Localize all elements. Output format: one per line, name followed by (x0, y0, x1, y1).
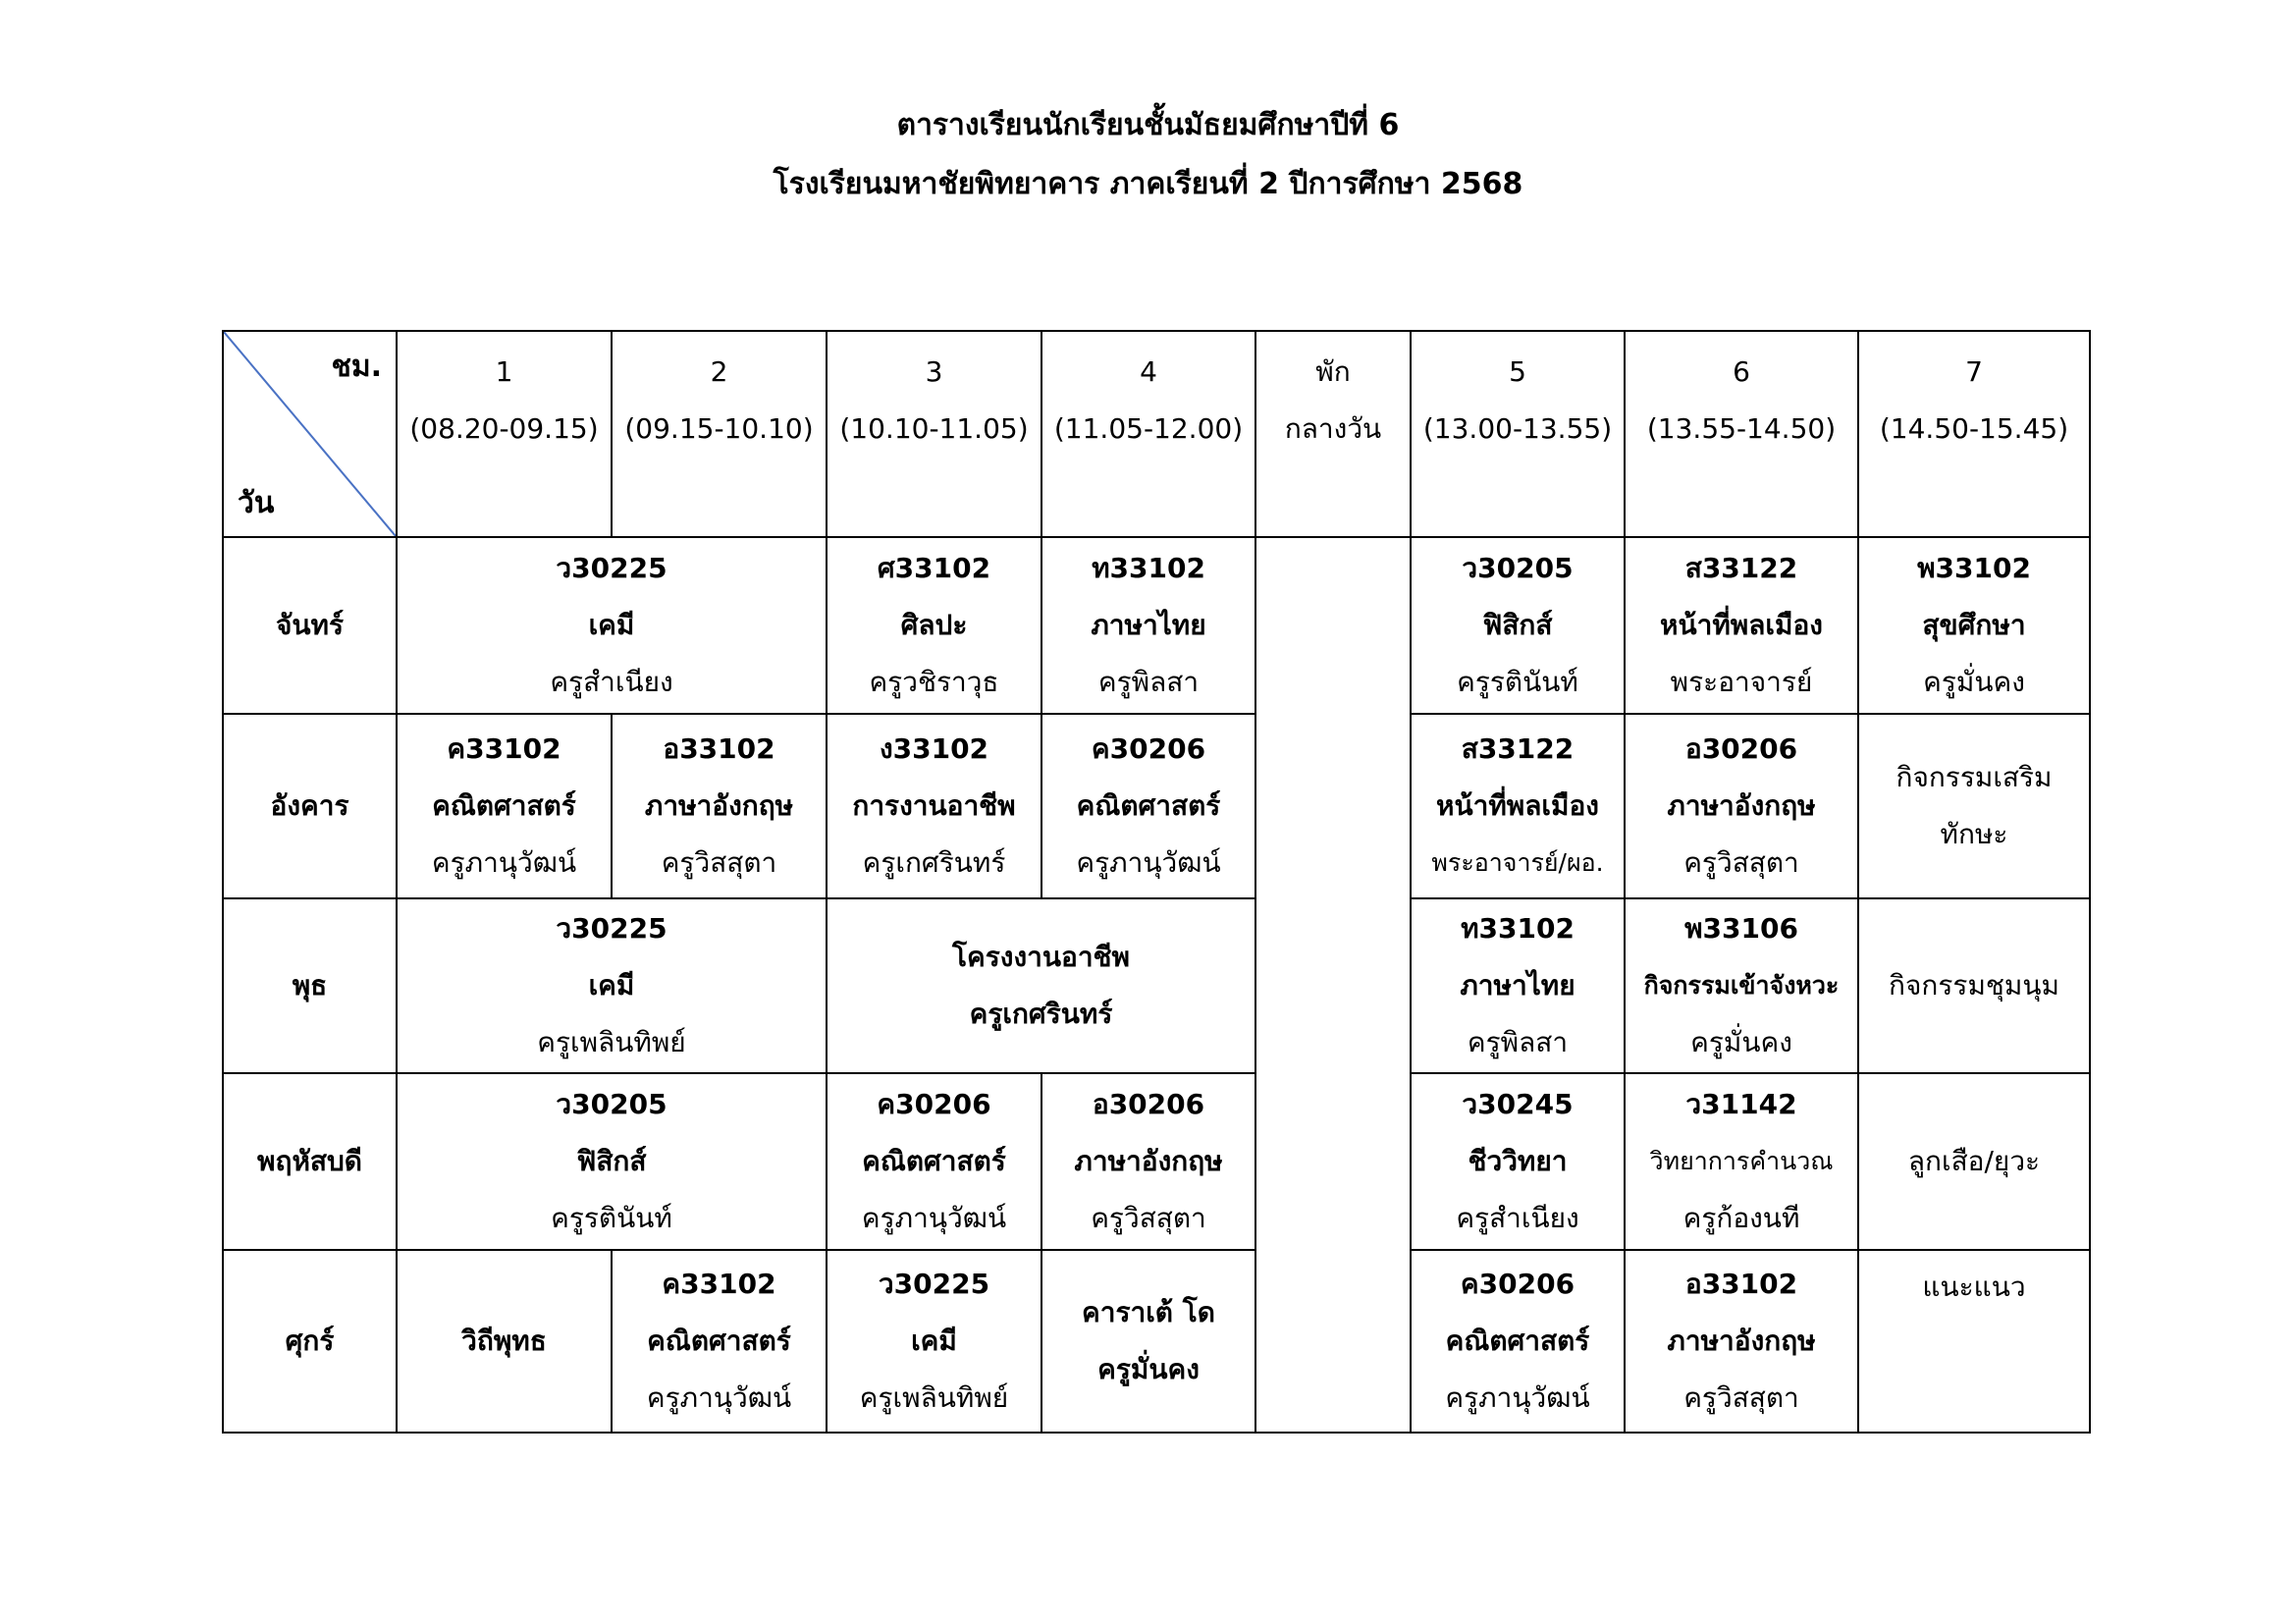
subject-code: ว31142 (1685, 1088, 1797, 1120)
subject-code: ค30206 (877, 1088, 991, 1120)
subject-code: อ30206 (1684, 732, 1798, 765)
teacher-name: ครูวชิราวุธ (869, 666, 999, 698)
subject-code: พ33102 (1917, 552, 2031, 584)
subject-name: การงานอาชีพ (852, 789, 1016, 822)
class-cell (1411, 1250, 1625, 1433)
period-time: (13.00-13.55) (1422, 412, 1613, 445)
activity-line1: กิจกรรมเสริม (1896, 761, 2053, 793)
period-number: 1 (495, 355, 513, 388)
subject-name: ภาษาไทย (1091, 609, 1206, 641)
day-label: วัน (238, 486, 275, 520)
period-time: (09.15-10.10) (624, 412, 814, 445)
subject-name: เคมี (588, 969, 635, 1001)
header-row (223, 331, 2090, 537)
period-time: (14.50-15.45) (1879, 412, 2069, 445)
subject-name: ภาษาอังกฤษ (1667, 789, 1816, 822)
subject-code: ว30245 (1462, 1088, 1574, 1120)
subject-name: เคมี (588, 609, 635, 641)
subject-name: ภาษาอังกฤษ (1667, 1325, 1816, 1357)
subject-code: อ30206 (1092, 1088, 1205, 1120)
subject-code: ค30206 (1091, 732, 1206, 765)
subject-code: อ33102 (1684, 1268, 1798, 1300)
teacher-name: ครูภานุวัฒน์ (1076, 846, 1221, 879)
subject-code: ค33102 (447, 732, 561, 765)
subject-name: คณิตศาสตร์ (1076, 789, 1221, 822)
teacher-name: ครูเกศรินทร์ (862, 846, 1006, 879)
teacher-name: ครูภานุวัฒน์ (1445, 1381, 1590, 1414)
teacher-name: ครูมั่นคง (1923, 666, 2025, 698)
subject-name: ชีววิทยา (1468, 1145, 1568, 1177)
class-cell (827, 537, 1041, 714)
teacher-name: ครูเกศรินทร์ (969, 998, 1113, 1030)
period-number: 4 (1140, 355, 1157, 388)
day-cell-monday: จันทร์ (223, 537, 397, 714)
subject-code: ค30206 (1460, 1268, 1575, 1300)
class-cell (612, 1250, 827, 1433)
subject-name: หน้าที่พลเมือง (1436, 789, 1599, 822)
day-cell-friday: ศุกร์ (223, 1250, 397, 1433)
subject-code: ท33102 (1461, 912, 1575, 945)
subject-name: ศิลปะ (900, 609, 968, 641)
class-cell (397, 1073, 827, 1250)
activity-cell (1858, 898, 2090, 1073)
teacher-name: ครูสำเนียง (1456, 1202, 1579, 1234)
subject-name: วิถีพุทธ (461, 1325, 547, 1357)
teacher-name: ครูเพลินทิพย์ (537, 1026, 686, 1058)
class-cell (1041, 714, 1255, 898)
class-cell (1625, 898, 1858, 1073)
class-cell (827, 1073, 1041, 1250)
lunch-line2: กลางวัน (1284, 412, 1382, 445)
subject-code: อ33102 (663, 732, 775, 765)
subject-code: ค33102 (662, 1268, 776, 1300)
subject-name: คาราเต้ โด (1082, 1296, 1215, 1328)
activity-cell (1858, 1250, 2090, 1433)
teacher-name: ครูก้องนที (1682, 1202, 1800, 1234)
lunch-break-column (1255, 537, 1411, 1433)
teacher-name: พระอาจารย์/ผอ. (1431, 848, 1604, 877)
subject-code: ท33102 (1092, 552, 1205, 584)
class-cell (827, 714, 1041, 898)
teacher-name: ครูมั่นคง (1690, 1026, 1792, 1058)
period-header-2 (612, 331, 827, 537)
class-cell (1625, 1073, 1858, 1250)
class-cell (1041, 537, 1255, 714)
subject-name: คณิตศาสตร์ (647, 1325, 791, 1357)
period-number: 7 (1965, 355, 1983, 388)
teacher-name: ครูเพลินทิพย์ (859, 1381, 1009, 1414)
period-time: (11.05-12.00) (1053, 412, 1244, 445)
period-header-4 (1041, 331, 1255, 537)
hour-label: ชม. (331, 350, 382, 384)
row-friday (223, 1250, 2090, 1433)
subject-name: ภาษาอังกฤษ (1074, 1145, 1223, 1177)
subject-name: ฟิสิกส์ (576, 1145, 647, 1177)
period-number: 2 (710, 355, 728, 388)
class-cell (397, 537, 827, 714)
subject-name: ภาษาอังกฤษ (644, 789, 794, 822)
activity-text: แนะแนว (1922, 1271, 2026, 1303)
teacher-name: ครูมั่นคง (1097, 1353, 1200, 1385)
subject-name: คณิตศาสตร์ (862, 1145, 1006, 1177)
subject-code: ว30225 (878, 1268, 990, 1300)
class-cell (1411, 898, 1625, 1073)
subject-name: สุขศึกษา (1922, 609, 2026, 641)
teacher-name: ครูพิลสา (1467, 1026, 1569, 1058)
class-cell (1041, 1073, 1255, 1250)
period-time: (08.20-09.15) (409, 412, 599, 445)
class-cell (1411, 537, 1625, 714)
row-wednesday (223, 898, 2090, 1073)
row-tuesday (223, 714, 2090, 898)
subject-name: คณิตศาสตร์ (1445, 1325, 1590, 1357)
corner-cell (223, 331, 397, 537)
class-cell (1041, 1250, 1255, 1433)
lunch-header (1255, 331, 1411, 537)
class-cell (1625, 537, 1858, 714)
period-number: 5 (1509, 355, 1526, 388)
teacher-name: พระอาจารย์ (1670, 666, 1813, 698)
teacher-name: ครูสำเนียง (550, 666, 673, 698)
subject-name: กิจกรรมเข้าจังหวะ (1643, 971, 1840, 1000)
subject-code: ว30205 (556, 1088, 667, 1120)
teacher-name: ครูวิสสุตา (661, 846, 777, 879)
teacher-name: ครูพิลสา (1097, 666, 1200, 698)
teacher-name: ครูวิสสุตา (1683, 1381, 1799, 1414)
lunch-line1: พัก (1315, 355, 1351, 388)
period-time: (13.55-14.50) (1646, 412, 1837, 445)
subject-code: ว30225 (556, 912, 667, 945)
class-cell (1411, 1073, 1625, 1250)
class-cell (1858, 537, 2090, 714)
teacher-name: ครูรตินันท์ (1457, 666, 1578, 698)
class-cell (397, 1250, 612, 1433)
page-subtitle: โรงเรียนมหาชัยพิทยาคาร ภาคเรียนที่ 2 ปีการศึกษา 2568 (773, 167, 1523, 201)
class-cell (1625, 714, 1858, 898)
period-header-3 (827, 331, 1041, 537)
subject-name: วิทยาการคำนวณ (1649, 1147, 1834, 1175)
class-cell (1411, 714, 1625, 898)
row-monday (223, 537, 2090, 714)
row-thursday (223, 1073, 2090, 1250)
subject-name: โครงงานอาชีพ (951, 941, 1130, 973)
period-header-1 (397, 331, 612, 537)
teacher-name: ครูภานุวัฒน์ (431, 846, 577, 879)
class-cell (612, 714, 827, 898)
activity-text: ลูกเสือ/ยุวะ (1907, 1145, 2041, 1177)
page-title: ตารางเรียนนักเรียนชั้นมัธยมศึกษาปีที่ 6 (896, 108, 1400, 142)
subject-name: เคมี (911, 1325, 957, 1357)
teacher-name: ครูภานุวัฒน์ (646, 1381, 792, 1414)
subject-name: หน้าที่พลเมือง (1660, 609, 1823, 641)
subject-code: ว30205 (1462, 552, 1574, 584)
period-header-6 (1625, 331, 1858, 537)
period-header-5 (1411, 331, 1625, 537)
subject-code: ง33102 (879, 732, 989, 765)
teacher-name: ครูภานุวัฒน์ (861, 1202, 1007, 1234)
activity-text: กิจกรรมชุมนุม (1889, 969, 2059, 1001)
activity-cell (1858, 714, 2090, 898)
day-cell-thursday: พฤหัสบดี (223, 1073, 397, 1250)
period-number: 3 (925, 355, 943, 388)
subject-name: ภาษาไทย (1460, 969, 1575, 1001)
subject-code: ศ33102 (877, 552, 991, 584)
activity-line2: ทักษะ (1940, 818, 2008, 850)
subject-code: ส33122 (1684, 552, 1798, 584)
teacher-name: ครูรตินันท์ (551, 1202, 672, 1234)
day-cell-tuesday: อังคาร (223, 714, 397, 898)
teacher-name: ครูวิสสุตา (1683, 846, 1799, 879)
class-cell (827, 1250, 1041, 1433)
period-time: (10.10-11.05) (839, 412, 1029, 445)
subject-name: คณิตศาสตร์ (432, 789, 576, 822)
subject-code: ว30225 (556, 552, 667, 584)
period-header-7 (1858, 331, 2090, 537)
title-block (0, 106, 2296, 204)
class-cell (397, 898, 827, 1073)
activity-cell (1858, 1073, 2090, 1250)
subject-name: ฟิสิกส์ (1482, 609, 1553, 641)
day-cell-wednesday: พุธ (223, 898, 397, 1073)
class-cell (827, 898, 1255, 1073)
schedule-table (222, 330, 2091, 1434)
period-number: 6 (1733, 355, 1750, 388)
subject-code: พ33106 (1684, 912, 1798, 945)
class-cell (397, 714, 612, 898)
teacher-name: ครูวิสสุตา (1091, 1202, 1206, 1234)
class-cell (1625, 1250, 1858, 1433)
subject-code: ส33122 (1461, 732, 1575, 765)
